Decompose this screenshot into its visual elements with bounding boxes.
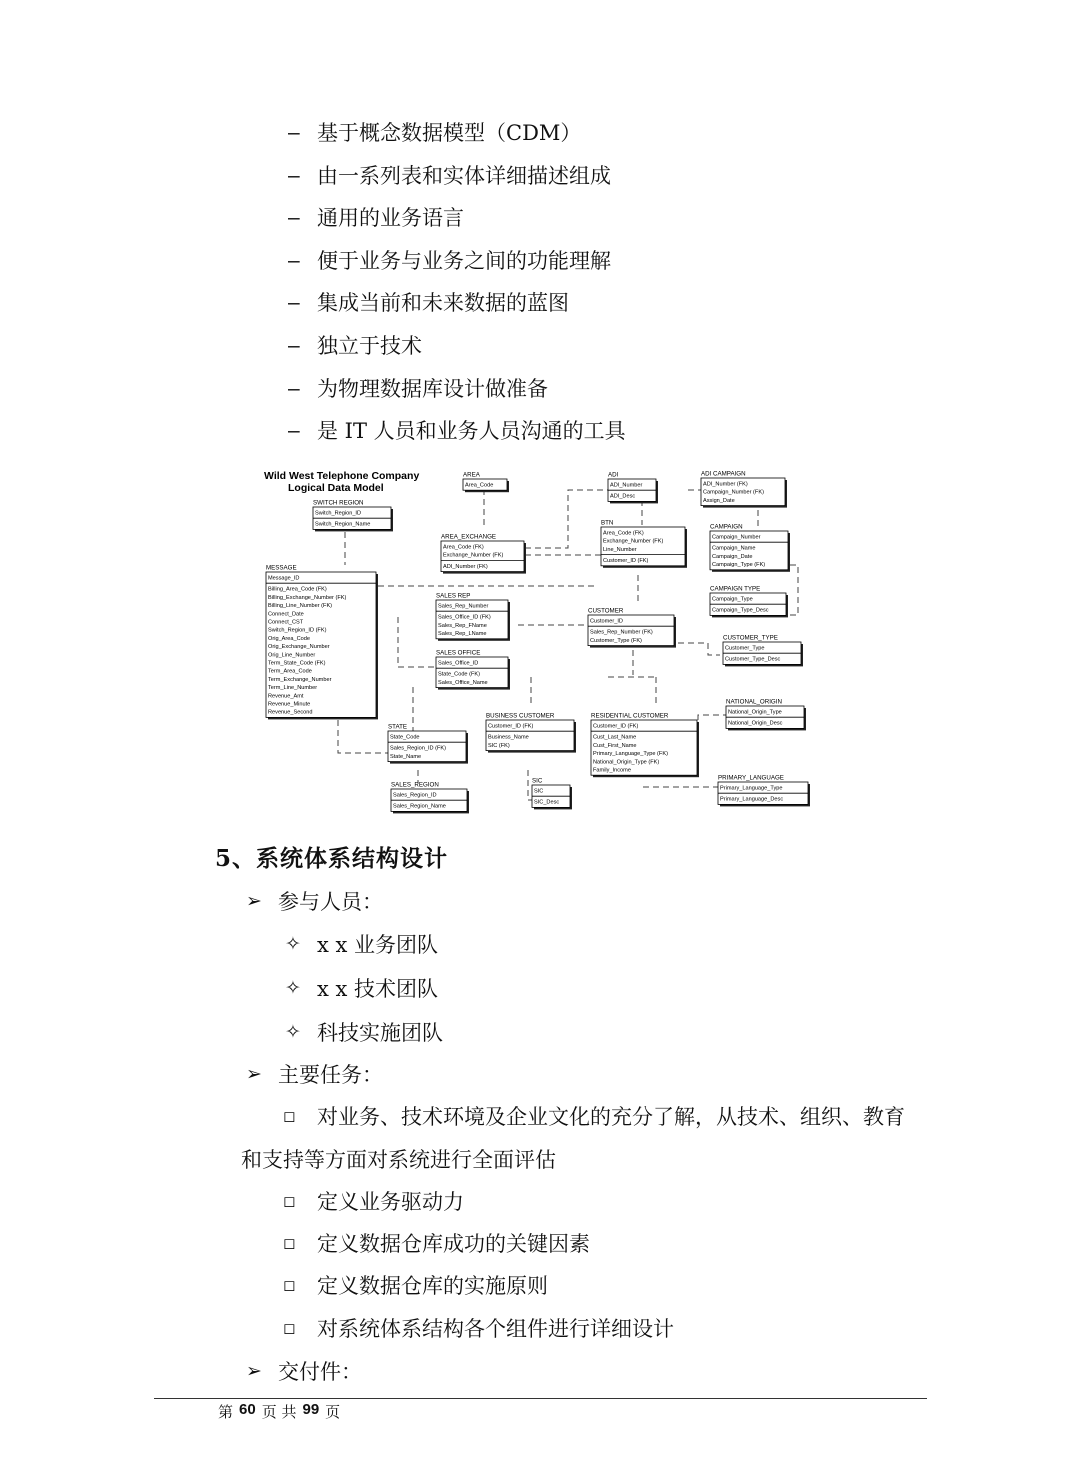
erd-entity-name: ADI [608,471,619,479]
list-item [283,1313,674,1343]
total-pages-number: 99 [302,1401,320,1418]
list-item [288,330,988,373]
list-item [283,1228,590,1258]
task-text: 定义数据仓库的实施原则 [317,1274,548,1298]
dash-marker: – [288,248,300,272]
list-item [288,202,988,245]
erd-entity-name: AREA_EXCHANGE [441,533,497,541]
list-item [288,245,988,288]
erd-entity [710,586,788,618]
erd-title-line1: Wild West Telephone Company [264,470,420,482]
list-item [288,287,988,330]
bullet-text: 通用的业务语言 [317,206,464,231]
erd-attribute: Switch_Region_Name [315,521,371,528]
task-text: 对业务、技术环境及企业文化的充分了解，从技术、组织、教育 [317,1105,905,1129]
erd-entity-name: CUSTOMER [588,607,624,615]
erd-entity [591,713,699,778]
erd-key-attribute: Sales_Region_ID [393,792,437,799]
bullet-text: 集成当前和未来数据的蓝图 [317,291,569,316]
dash-marker: – [288,206,300,230]
task-continuation: 和支持等方面对系统进行全面评估 [241,1148,556,1172]
section-heading: 5、系统体系结构设计 [215,845,449,872]
erd-entity [701,471,787,508]
list-item [288,160,988,203]
erd-entity-name: SALES_REGION [391,781,439,789]
erd-attribute: Sales_Office_Name [438,679,488,686]
erd-entity [436,593,510,641]
erd-key-attribute: SIC [534,788,544,795]
erd-entity-name: AREA [463,471,480,479]
erd-entity [601,520,687,568]
erd-entity-name: CAMPAIGN [710,523,743,531]
square-bullet-icon: ◻ [283,1192,296,1210]
erd-entity [391,782,469,814]
erd-entity [441,534,526,574]
erd-attribute: Sales_Rep_FName [438,622,487,629]
erd-key-attribute: Customer_ID (FK) [593,723,639,730]
erd-key-attribute: ADI_Number [610,482,643,489]
erd-attribute: Switch_Region_ID (FK) [268,627,327,634]
erd-attribute: Orig_Exchange_Number [268,644,330,651]
square-bullet-icon: ◻ [283,1107,296,1125]
erd-attribute: Billing_Line_Number (FK) [268,603,333,610]
bullet-text: 由一系列表和实体详细描述组成 [317,163,611,188]
list-item [285,929,438,959]
erd-entity [532,778,572,810]
list-item [288,373,988,416]
erd-attribute: National_Origin_Type (FK) [593,759,660,766]
erd-attribute: ADI_Number (FK) [443,563,488,570]
erd-key-attribute: Area_Code [465,482,494,489]
dash-marker: – [288,163,300,187]
list-item [283,1186,464,1216]
erd-attribute: Term_State_Code (FK) [268,660,326,667]
erd-attribute: Customer_ID (FK) [603,558,649,565]
erd-entity-name: SIC [532,777,543,785]
square-bullet-icon: ◻ [283,1234,296,1252]
erd-entity-name: ADI CAMPAIGN [701,470,746,478]
erd-key-attribute: Line_Number [603,546,637,553]
current-page-number: 60 [239,1401,256,1418]
erd-attribute: Billing_Exchange_Number (FK) [268,594,347,601]
erd-attribute: Sales_Region_Name [393,803,446,810]
erd-attribute: Campaign_Type (FK) [712,562,766,569]
list-item [246,886,383,916]
rel-campaigntype [788,565,798,615]
erd-entity-name: BUSINESS CUSTOMER [486,712,555,720]
erd-attribute: Customer_Type (FK) [590,637,642,644]
task-text: 定义数据仓库成功的关键因素 [317,1232,590,1256]
erd-attribute: State_Name [390,753,422,760]
list-item [246,1356,362,1386]
erd-attribute: SIC (FK) [488,742,510,749]
rel-salesrep-office [398,617,436,667]
bullet-text: 独立于技术 [317,333,422,358]
erd-canvas [258,465,818,817]
erd-key-attribute: Area_Code (FK) [603,530,644,537]
star-bullet-icon: ✧ [285,933,301,955]
list-item [283,1101,905,1131]
erd-attribute: Campaign_Type_Desc [712,607,769,614]
erd-key-attribute: Message_ID [268,575,300,582]
erd-key-attribute: Sales_Rep_Number [438,603,489,610]
erd-entity-name: SALES OFFICE [436,649,481,657]
star-bullet-icon: ✧ [285,1021,301,1043]
square-bullet-icon: ◻ [283,1319,296,1337]
erd-attribute: Sales_Rep_Number (FK) [590,629,653,636]
erd-entity-name: SWITCH REGION [313,499,364,507]
erd-key-attribute: Campaign_Type [712,596,753,603]
erd-key-attribute: State_Code [390,734,420,741]
erd-entities [266,471,810,814]
star-bullet-icon: ✧ [285,977,301,999]
page-footer [218,1401,340,1422]
erd-attribute: Sales_Region_ID (FK) [390,745,446,752]
erd-entity-name: CUSTOMER_TYPE [723,634,778,642]
footer-prefix: 第 [218,1403,234,1421]
list-item [285,1017,443,1047]
erd-entity [608,472,658,504]
erd-key-attribute: Area_Code (FK) [443,544,484,551]
erd-diagram [258,465,818,817]
dash-marker: – [288,291,300,315]
erd-key-attribute: Assign_Date [703,497,735,504]
rel-natorigin [698,715,726,730]
erd-attribute: Orig_Line_Number [268,652,316,659]
participant-text: 科技实施团队 [317,1021,443,1045]
erd-entity [463,472,509,493]
erd-attribute: Sales_Office_ID (FK) [438,614,491,621]
participant-text: x x 业务团队 [317,933,439,957]
tasks-label: 主要任务： [278,1063,383,1087]
erd-attribute: Cust_First_Name [593,742,637,749]
erd-attribute: State_Code (FK) [438,671,480,678]
participants-label: 参与人员： [278,890,383,914]
erd-attribute: Orig_Area_Code [268,635,310,642]
erd-attribute: Revenue_Minute [268,701,311,708]
erd-entity-name: BTN [601,519,614,527]
rel-message-state [338,720,388,753]
erd-entity [388,724,468,764]
erd-entity [723,635,803,667]
footer-middle: 页 共 [261,1403,297,1421]
erd-entity [486,713,576,753]
dash-marker: – [288,376,300,400]
erd-attribute: Cust_Last_Name [593,734,637,741]
bullet-text: 基于概念数据模型（CDM） [317,121,582,145]
erd-key-attribute: ADI_Number (FK) [703,481,748,488]
erd-key-attribute: Exchange_Number (FK) [603,538,664,545]
erd-attribute: ADI_Desc [610,493,636,500]
erd-attribute: Customer_Type_Desc [725,656,781,663]
erd-attribute: Family_Income [593,767,631,774]
rel-customertype [678,643,720,655]
erd-entity-name: STATE [388,723,408,731]
erd-key-attribute: Switch_Region_ID [315,510,362,517]
arrow-bullet-icon: ➢ [246,1360,262,1382]
bullet-text: 为物理数据库设计做准备 [317,376,548,401]
erd-entity [313,500,393,532]
erd-attribute: Billing_Area_Code (FK) [268,586,327,593]
list-item [283,1270,548,1300]
erd-key-attribute: Customer_Type [725,645,765,652]
erd-entity [726,699,806,731]
erd-attribute: Term_Exchange_Number [268,676,332,683]
erd-attribute: Connect_CST [268,619,304,626]
arrow-bullet-icon: ➢ [246,890,262,912]
erd-attribute: National_Origin_Desc [728,720,783,727]
list-item [246,1059,383,1089]
rel-adi-exchange [525,490,608,548]
square-bullet-icon: ◻ [283,1276,296,1294]
arrow-bullet-icon: ➢ [246,1063,262,1085]
erd-entity-name: PRIMARY_LANGUAGE [718,774,784,782]
dash-marker: – [288,121,300,144]
erd-key-attribute: Customer_ID [590,618,623,625]
erd-entity [266,565,378,720]
deliverables-label: 交付件： [278,1360,362,1384]
erd-entity [710,524,790,572]
erd-title-line2: Logical Data Model [288,482,384,494]
erd-key-attribute: Campaign_Number (FK) [703,489,764,496]
erd-key-attribute: Campaign_Number [712,534,761,541]
erd-entity-name: RESIDENTIAL CUSTOMER [591,712,669,720]
erd-attribute: Campaign_Name [712,545,756,552]
list-item [285,973,438,1003]
erd-attribute: Term_Area_Code [268,668,312,675]
erd-key-attribute: Primary_Language_Type [720,785,783,792]
bullet-text: 便于业务与业务之间的功能理解 [317,248,611,273]
erd-attribute: Connect_Date [268,611,304,618]
bullet-list [288,117,988,458]
erd-attribute: Revenue_Second [268,709,313,716]
task-text: 对系统体系结构各个组件进行详细设计 [317,1317,674,1341]
erd-entity [588,608,676,648]
erd-entity-name: NATIONAL_ORIGIN [726,698,782,706]
footer-divider [154,1398,927,1399]
erd-entity-name: SALES REP [436,592,471,600]
footer-suffix: 页 [325,1403,341,1421]
erd-key-attribute: National_Origin_Type [728,709,782,716]
participant-text: x x 技术团队 [317,977,439,1001]
erd-entity-name: MESSAGE [266,564,297,572]
erd-attribute: Primary_Language_Type (FK) [593,751,668,758]
erd-attribute: Revenue_Amt [268,693,304,700]
list-item [288,415,988,458]
erd-attribute: SIC_Desc [534,799,560,806]
erd-key-attribute: Customer_ID (FK) [488,723,534,730]
erd-attribute: Primary_Language_Desc [720,796,784,803]
erd-entity [436,650,510,690]
erd-key-attribute: Exchange_Number (FK) [443,552,504,559]
erd-attribute: Sales_Rep_LName [438,631,487,638]
erd-entity-name: CAMPAIGN TYPE [710,585,761,593]
erd-attribute: Business_Name [488,734,529,741]
erd-attribute: Term_Line_Number [268,685,318,692]
erd-key-attribute: Sales_Office_ID [438,660,479,667]
dash-marker: – [288,333,300,357]
dash-marker: – [288,419,300,443]
erd-entity [718,775,810,807]
bullet-text: 是 IT 人员和业务人员沟通的工具 [317,419,626,444]
list-item [288,117,988,160]
erd-attribute: Campaign_Date [712,553,753,560]
task-text: 定义业务驱动力 [317,1190,464,1214]
